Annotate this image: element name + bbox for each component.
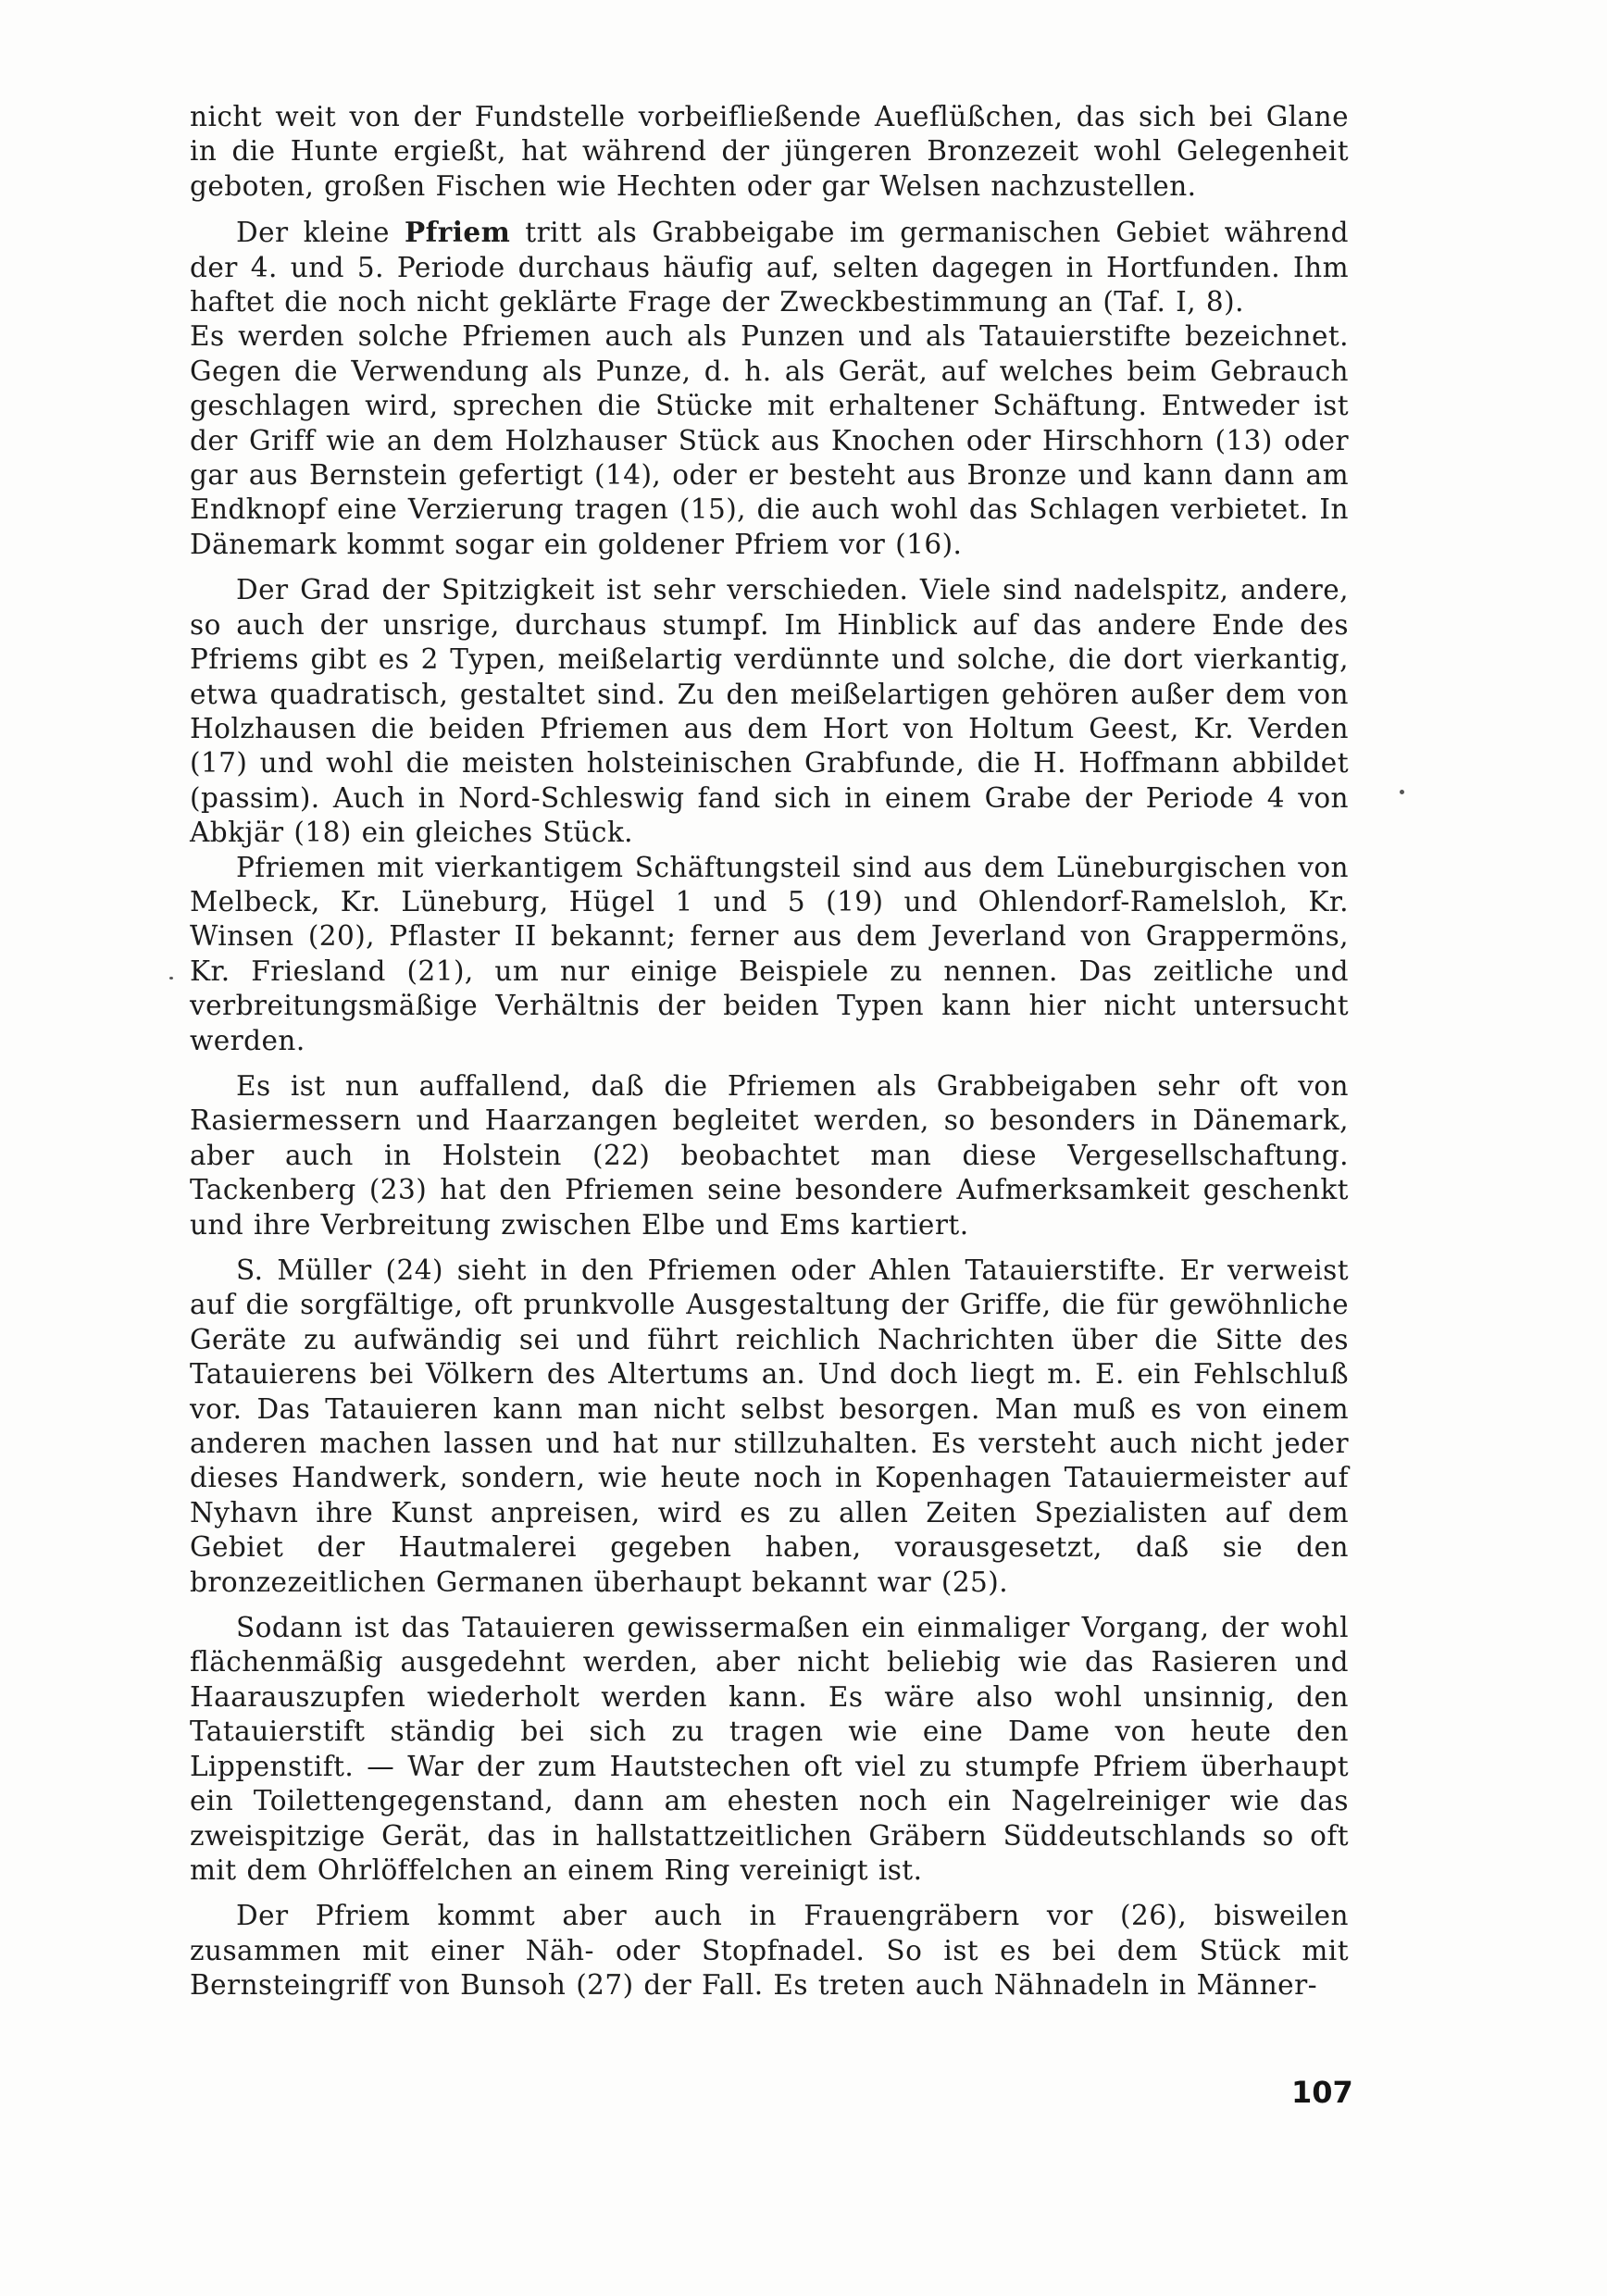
paragraph-8: Der Pfriem kommt aber auch in Frauengräbern vor (26), bisweilen zusammen mit einer Näh- oder Stopfnadel. So ist es bei dem Stück mit Bernsteingriff von Bunsoh (27) der Fall. Es treten auch Nähnadeln in Männer- xyxy=(190,1900,1349,2002)
scan-speck xyxy=(169,977,173,980)
scan-speck xyxy=(1400,790,1404,794)
paragraph-2 xyxy=(190,215,1349,319)
paragraph-4: Pfriemen mit vierkantigem Schäftungsteil sind aus dem Lüneburgischen von Melbeck, Kr. Lüneburg, Hügel 1 und 5 (19) und Ohlendorf-Ramelsloh, Kr. Winsen (20), Pflaster II bekannt; ferner aus dem Jeverland von Grappermöns, Kr. Friesland (21), um nur einige Beispiele zu nennen. Das zeitliche und verbreitungsmäßige Verhältnis der beiden Typen kann hier nicht untersucht werden. xyxy=(190,851,1349,1056)
body-text xyxy=(190,100,1349,2015)
paragraph-2b: Es werden solche Pfriemen auch als Punzen und als Tatauierstifte bezeichnet. Gegen die Verwendung als Punze, d. h. als Gerät, auf welches beim Gebrauch geschlagen wird, sprechen die Stücke mit erhaltener Schäftung. Entweder ist der Griff wie an dem Holzhauser Stück aus Knochen oder Hirschhorn (13) oder gar aus Bernstein gefertigt (14), oder er besteht aus Bronze und kann dann am Endknopf eine Verzierung tragen (15), die auch wohl das Schlagen verbietet. In Dänemark kommt sogar ein goldener Pfriem vor (16). xyxy=(190,320,1349,560)
paragraph-5: Es ist nun auffallend, daß die Pfriemen als Grabbeigaben sehr oft von Rasiermessern und Haarzangen begleitet werden, so besonders in Dänemark, aber auch in Holstein (22) beobachtet man diese Vergesellschaftung. Tackenberg (23) hat den Pfriemen seine besondere Aufmerksamkeit geschenkt und ihre Verbreitung zwischen Elbe und Ems kartiert. xyxy=(190,1069,1349,1241)
keyword-pfriem: Pfriem xyxy=(404,216,511,249)
paragraph-2-lead: Der kleine xyxy=(236,217,405,249)
paragraph-1: nicht weit von der Fundstelle vorbeifließende Aueflüßchen, das sich bei Glane in die Hunte ergießt, hat während der jüngeren Bronzezeit wohl Gelegenheit geboten, großen Fischen wie Hechten oder gar Welsen nachzustellen. xyxy=(190,101,1349,202)
paragraph-6: S. Müller (24) sieht in den Pfriemen oder Ahlen Tatauierstifte. Er verweist auf die sorgfältige, oft prunkvolle Ausgestaltung der Griffe, die für gewöhnliche Geräte zu aufwändig sei und führt reichlich Nachrichten über die Sitte des Tatauierens bei Völkern des Altertums an. Und doch liegt m. E. ein Fehlschluß vor. Das Tatauieren kann man nicht selbst besorgen. Man muß es von einem anderen machen lassen und hat nur stillzuhalten. Es versteht auch nicht jeder dieses Handwerk, sondern, wie heute noch in Kopenhagen Tatauiermeister auf Nyhavn ihre Kunst anpreisen, wird es zu allen Zeiten Spezialisten auf dem Gebiet der Hautmalerei gegeben haben, vorausgesetzt, daß sie den bronzezeitlichen Germanen überhaupt bekannt war (25). xyxy=(190,1254,1349,1598)
page-number: 107 xyxy=(1291,2075,1353,2110)
paragraph-2-rest: tritt als Grabbeigabe im germanischen Gebiet während der 4. und 5. Periode durchaus häufig auf, selten dagegen in Hortfunden. Ihm haftet die noch nicht geklärte Frage der Zweckbestimmung an (Taf. I, 8). xyxy=(190,217,1349,318)
paragraph-7: Sodann ist das Tatauieren gewissermaßen ein einmaliger Vorgang, der wohl flächenmäßig ausgedehnt werden, aber nicht beliebig wie das Rasieren und Haarauszupfen wiederholt werden kann. Es wäre also wohl unsinnig, den Tatauierstift ständig bei sich zu tragen wie eine Dame von heute den Lippenstift. — War der zum Hautstechen oft viel zu stumpfe Pfriem überhaupt ein Toilettengegenstand, dann am ehesten noch ein Nagelreiniger wie das zweispitzige Gerät, das in hallstattzeitlichen Gräbern Süddeutschlands so oft mit dem Ohrlöffelchen an einem Ring vereinigt ist. xyxy=(190,1612,1349,1886)
paragraph-3: Der Grad der Spitzigkeit ist sehr verschieden. Viele sind nadelspitz, andere, so auch der unsrige, durchaus stumpf. Im Hinblick auf das andere Ende des Pfriems gibt es 2 Typen, meißelartig verdünnte und solche, die dort vierkantig, etwa quadratisch, gestaltet sind. Zu den meißelartigen gehören außer dem von Holzhausen die beiden Pfriemen aus dem Hort von Holtum Geest, Kr. Verden (17) und wohl die meisten holsteinischen Grabfunde, die H. Hoffmann abbildet (passim). Auch in Nord-Schleswig fand sich in einem Grabe der Periode 4 von Abkjär (18) ein gleiches Stück. xyxy=(190,574,1349,849)
